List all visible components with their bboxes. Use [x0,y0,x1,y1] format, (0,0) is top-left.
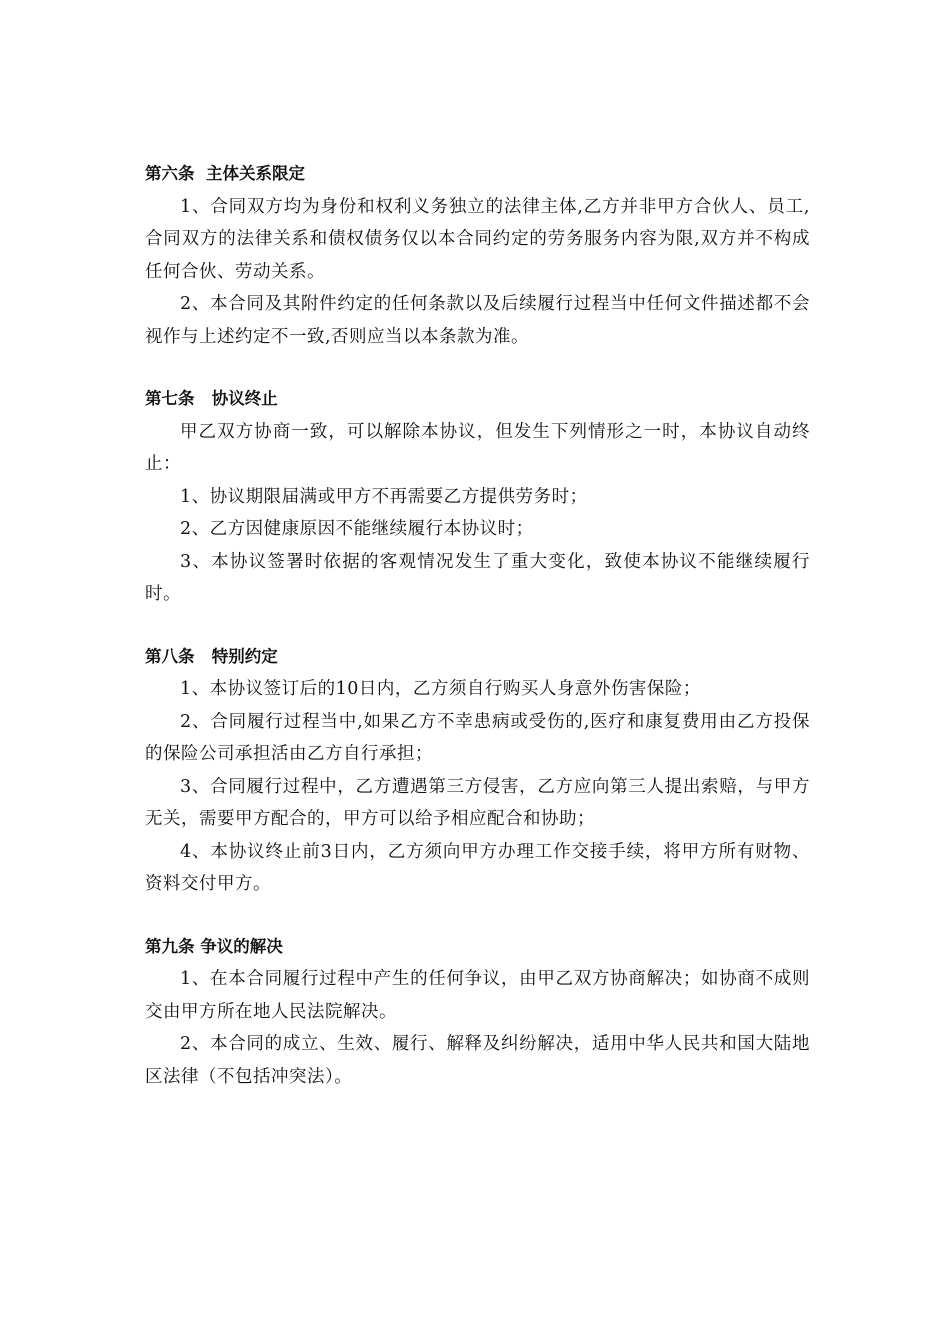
paragraph: 3、本协议签署时依据的客观情况发生了重大变化，致使本协议不能继续履行时。 [145,551,810,604]
paragraph: 2、本合同的成立、生效、履行、解释及纠纷解决，适用中华人民共和国大陆地区法律（不包括冲突法）。 [145,1034,810,1087]
paragraph: 1、合同双方均为身份和权利义务独立的法律主体,乙方并非甲方合伙人、员工,合同双方的法律关系和债权债务仅以本合同约定的劳务服务内容为限,双方并不构成任何合伙、劳动关系。 [145,196,810,282]
paragraph: 4、本协议终止前3日内，乙方须向甲方办理工作交接手续，将甲方所有财物、资料交付甲方。 [145,841,810,894]
paragraph: 3、合同履行过程中，乙方遭遇第三方侵害，乙方应向第三人提出索赔，与甲方无关，需要甲方配合的，甲方可以给予相应配合和协助； [145,776,810,829]
paragraph: 2、合同履行过程当中,如果乙方不幸患病或受伤的,医疗和康复费用由乙方投保的保险公司承担活由乙方自行承担； [145,711,810,764]
section-heading: 第八条 特别约定 [145,646,278,666]
section-article-8 [145,641,810,901]
paragraph: 甲乙双方协商一致，可以解除本协议，但发生下列情形之一时，本协议自动终止： [145,421,810,474]
section-article-7 [145,383,810,611]
section-article-9 [145,931,810,1094]
section-heading: 第九条 争议的解决 [145,936,283,956]
paragraph: 2、本合同及其附件约定的任何条款以及后续履行过程当中任何文件描述都不会视作与上述约定不一致,否则应当以本条款为准。 [145,294,810,347]
paragraph: 1、协议期限届满或甲方不再需要乙方提供劳务时； [180,486,588,507]
section-heading: 第六条 主体关系限定 [145,164,305,183]
paragraph: 1、在本合同履行过程中产生的任何争议，由甲乙双方协商解决；如协商不成则交由甲方所在地人民法院解决。 [145,969,810,1022]
section-article-6 [145,158,810,353]
paragraph: 2、乙方因健康原因不能继续履行本协议时； [180,519,534,539]
paragraph: 1、本协议签订后的10日内，乙方须自行购买人身意外伤害保险； [180,679,701,699]
document-body [145,158,810,1093]
section-heading: 第七条 协议终止 [145,389,278,408]
